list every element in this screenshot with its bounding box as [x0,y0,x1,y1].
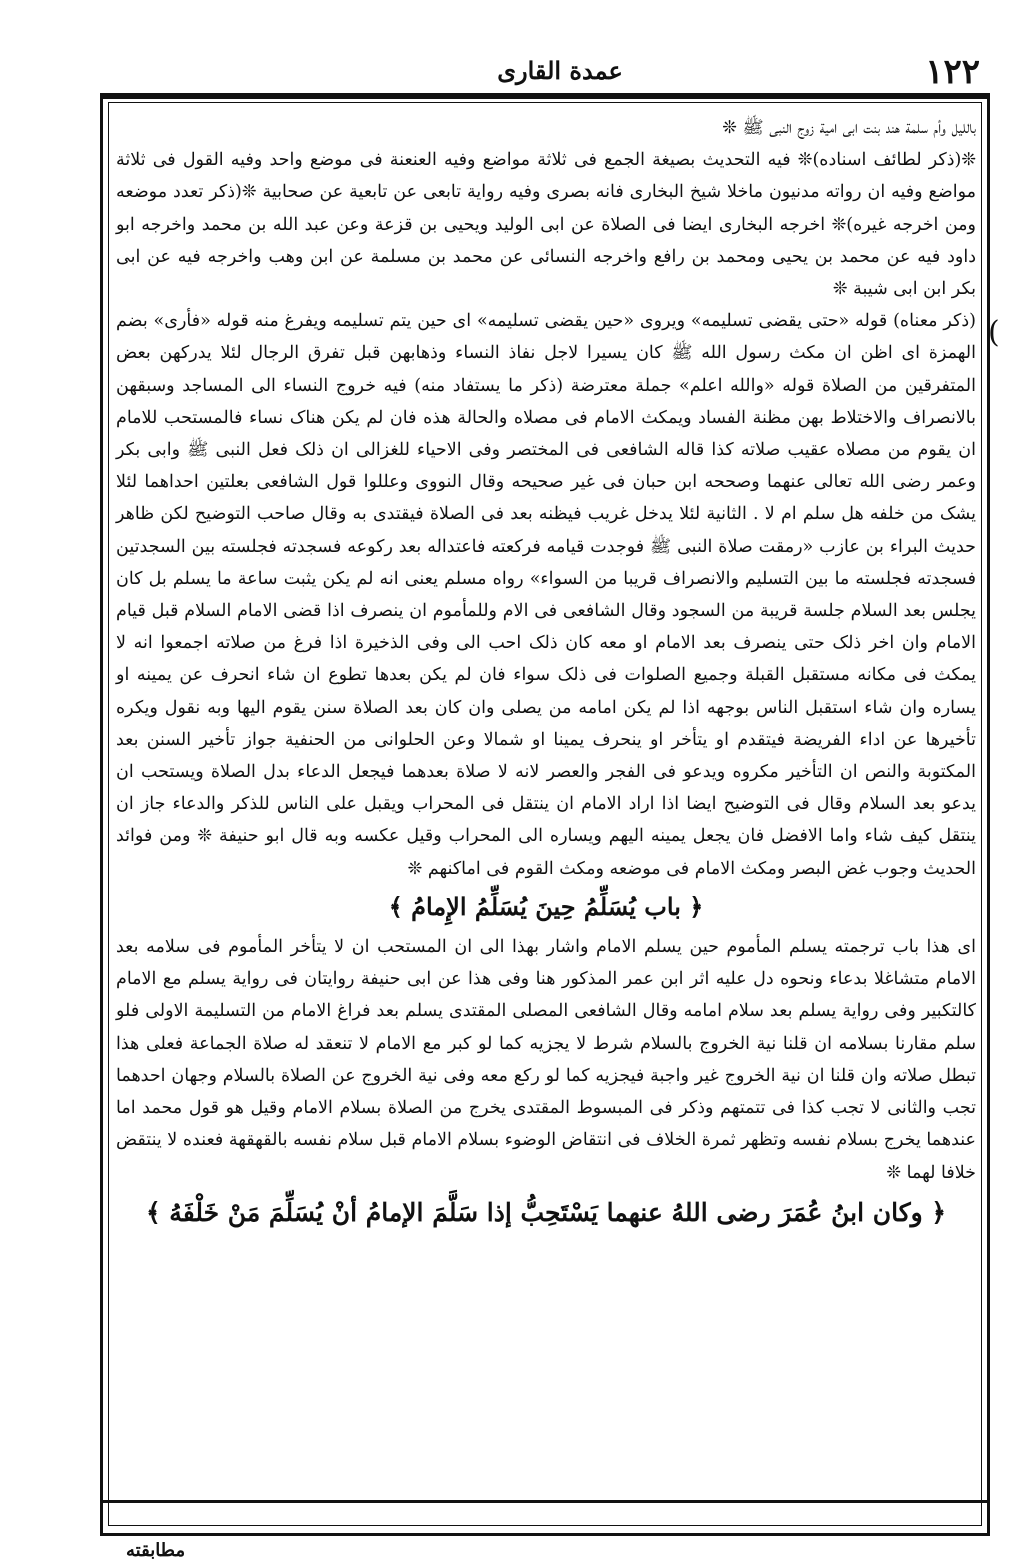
paragraph: (ذکر معناه) قوله «حتی یقضی تسلیمه» ویروی «حین یقضی تسلیمه» ای حین یتم تسلیمه ویفرغ منه قوله «فأری» بضم الهمزة ای اظن ان مکث رسول الله ﷺ کان یسیرا لاجل نفاذ النساء وذهابهن قبل تفرق الرجال لئلا یدرکهن بعض المتفرقین من الصلاة قوله «والله اعلم» جملة معترضة (ذکر ما یستفاد منه) فیه خروج النساء الی المساجد وسبقهن بالانصراف والاختلاط بهن مظنة الفساد ویمکث الامام فی مصلاه والحالة هذه فان لم یکن هناک نساء فالمستحب للامام ان یقوم من مصلاه عقیب صلاته کذا قاله الشافعی فی المختصر وفی الاحیاء للغزالی ان ذلک فعل النبی ﷺ وابی بکر وعمر رضی الله تعالی عنهما وصححه ابن حبان فی غیر صحیحه وقال النووی وعللوا قول الشافعی بعلتین احداهما لئلا یشک من خلفه هل سلم ام لا . الثانیة لئلا یدخل غریب فیظنه بعد فی الصلاة فیقتدی به وقال صاحب التوضیح لکن ظاهر حدیث البراء بن عازب «رمقت صلاة النبی ﷺ فوجدت قیامه فرکعته فاعتداله بعد رکوعه فسجدته فجلسته بین السجدتین فسجدته فجلسته ما بین التسلیم والانصراف قریبا من السواء» رواه مسلم یعنی انه لم یکن یثبت ساعة ما یسلم بل کان یجلس بعد السلام جلسة قریبة من السجود وقال الشافعی فی الام وللمأموم ان ینصرف اذا قضی الامام السلام قبل قیام الامام وان اخر ذلک حتی ینصرف بعد الامام او معه کان ذلک احب الی وفی الذخیرة اذا فرغ من صلاته اجمعوا انه لا یمکث فی مکانه مستقبل القبلة وجمیع الصلوات فی ذلک سواء فان لم یکن بعدها تطوع ان شاء انحرف عن یمینه او یساره وان شاء استقبل الناس بوجهه اذا لم یکن امامه من یصلی وان کان بعد الصلاة سنن یقوم الیها وبه نقول ویکره تأخیرها عن اداء الفریضة فیتقدم او یتأخر او ینحرف یمینا او شمالا وعن الحلوانی من الحنفیة جواز تأخیر السنن بعد المکتوبة والنص ان التأخیر مکروه ویدعو فی الفجر والعصر لانه لا صلاة بعدهما فیجعل الدعاء بدل الصلاة ویستحب ان یدعو بعد السلام وقال فی التوضیح ایضا اذا اراد الامام ان ینتقل فی المحراب ویقبل علی الناس للذکر والدعاء جاز ان ینتقل کیف شاء واما الافضل فان یجعل یمینه الیهم ویساره الی المحراب وقیل عکسه وبه قال ابو حنیفة ❊ ومن فوائد الحدیث وجوب غض البصر ومکث الامام فی موضعه ومکث القوم فی اماکنهم ❊ [116,311,976,879]
hadith-heading: ﴿ وکان ابنُ عُمَرَ رضی اللهُ عنهما یَسْتَحِبُّ إذا سَلَّمَ الإمامُ أنْ یُسَلِّمَ مَنْ خَلْفَهُ ﴾ [145,1197,947,1227]
catchword: مطابقته [126,1540,186,1561]
section-heading: ﴿ باب یُسَلِّمُ حِینَ یُسَلِّمُ الإِمامُ ﴾ [388,891,704,921]
page-header [100,52,980,94]
paragraph: ❊(ذکر لطائف اسناده)❊ فیه التحدیث بصیغة الجمع فی ثلاثة مواضع وفیه العنعنة فی موضع واحد وفیه القول فی ثلاثة مواضع وفیه ان رواته مدنیون ماخلا شیخ البخاری فانه بصری وفیه روایة تابعی عن تابعیة عن صحابیة ❊(ذکر تعدد موضعه ومن اخرجه غیره)❊ اخرجه البخاری ایضا فی الصلاة عن ابی الولید ویحیی بن قزعة وعن عبد الله بن محمد واخرجه ابو داود فیه عن محمد بن یحیی ومحمد بن رافع واخرجه النسائی عن محمد بن مسلمة عن ابن وهب واخرجه فیه عن ابی بکر ابن ابی شیبة ❊ [116,150,976,300]
main-text [116,112,976,1229]
running-title: عمدة القاری [497,56,623,85]
paragraph: ای هذا باب ترجمته یسلم المأموم حین یسلم الامام واشار بهذا الی ان المستحب ان لا یتأخر المأموم فی سلامه بعد الامام متشاغلا بدعاء ونحوه دل علیه اثر ابن عمر المذکور هنا وفی هذا عن ابی حنیفة روایتان فی روایة یسلم مع الامام کالتکبیر وفی روایة یسلم بعد سلام امامه وقال الشافعی المصلی المقتدی یسلم بعد فراغ الامام من التسلیمة الاولی فلو سلم مقارنا بسلامه ان قلنا نیة الخروج بالسلام شرط لا یجزیه کما لو کبر مع الامام لا تنعقد له صلاة الجماعة فعلی هذا تبطل صلاته وان قلنا ان نیة الخروج غیر واجبة فیجزیه کما لو رکع معه وفی نیة الخروج عن الصلاة بالسلام وجهان احدهما تجب والثانی لا تجب کذا فی تتمتهم وذکر فی المبسوط المقتدی یخرج من الصلاة بسلام الامام وقیل هو قول محمد اما عندهما یخرج بسلام نفسه وتظهر ثمرة الخلاف فی انتقاض الوضوء بسلام الامام قبل سلام نفسه بالقهقهة فعنده لا ینتقض خلافا لهما ❊ [116,937,976,1183]
bottom-rule [100,1500,990,1503]
paragraph: باللیل وأم سلمة هند بنت ابی امیة زوج النبی ﷺ ❊ [722,118,976,138]
margin-mark: ( [988,315,1000,350]
page-number: ١٢٢ [925,52,980,92]
